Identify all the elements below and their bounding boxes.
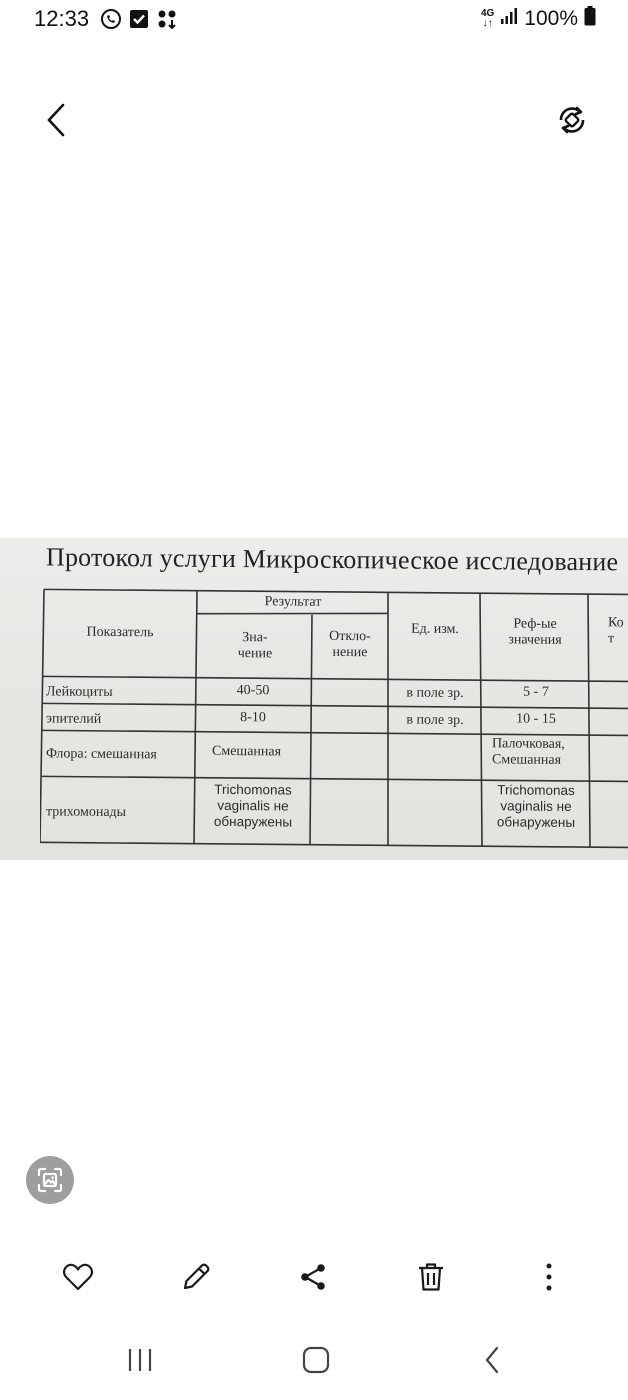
recents-icon	[126, 1347, 154, 1373]
more-vertical-icon	[544, 1262, 554, 1292]
share-button[interactable]	[288, 1252, 338, 1302]
row1-ref: 5 - 7	[523, 684, 549, 700]
row2-indicator: эпителий	[46, 711, 102, 727]
recents-button[interactable]	[110, 1330, 170, 1390]
document-photo[interactable]	[0, 538, 628, 860]
check-box-icon	[128, 8, 150, 30]
edit-button[interactable]	[171, 1252, 221, 1302]
row2-ref: 10 - 15	[516, 711, 556, 727]
header-unit: Ед. изм.	[411, 621, 459, 638]
row3-value: Смешанная	[212, 743, 282, 760]
row1-value: 40-50	[236, 683, 270, 699]
row4-value: Trichomonas vaginalis не обнаружены	[213, 781, 293, 830]
grid-download-icon	[156, 8, 178, 30]
nav-back-button[interactable]	[462, 1330, 522, 1390]
results-table	[40, 586, 628, 850]
row1-indicator: Лейкоциты	[46, 684, 113, 700]
more-options-button[interactable]	[524, 1252, 574, 1302]
header-ref: Реф-ые значения	[508, 616, 562, 648]
favorite-button[interactable]	[53, 1252, 103, 1302]
row2-value: 8-10	[240, 710, 266, 726]
row1-unit: в поле зр.	[406, 685, 464, 702]
chevron-left-icon	[44, 102, 68, 138]
image-scan-button[interactable]	[26, 1156, 74, 1204]
battery-icon	[584, 6, 596, 32]
auto-rotate-icon	[555, 103, 589, 137]
status-notification-icons	[100, 8, 178, 30]
header-result: Результат	[264, 594, 322, 610]
viber-icon	[100, 8, 122, 30]
header-deviation: Откло- нение	[329, 628, 371, 661]
home-icon	[301, 1345, 331, 1375]
signal-icon	[500, 7, 518, 31]
row2-unit: в поле зр.	[406, 712, 464, 729]
header-value: Зна- чение	[237, 630, 273, 662]
document	[0, 538, 628, 860]
image-scan-icon	[36, 1166, 64, 1194]
status-time: 12:33	[34, 6, 90, 31]
row3-ref: Палочковая, Смешанная	[492, 736, 565, 768]
share-icon	[298, 1262, 328, 1292]
back-icon	[482, 1345, 502, 1375]
document-title: Протокол услуги Микроскопическое исследование	[46, 542, 619, 577]
battery-percent: 100%	[524, 7, 578, 30]
heart-icon	[62, 1262, 94, 1292]
back-button[interactable]	[36, 100, 76, 140]
header-comment: Ко т	[608, 615, 624, 647]
header-indicator: Показатель	[86, 624, 154, 641]
action-bar	[0, 1252, 628, 1302]
row4-ref: Trichomonas vaginalis не обнаружены	[496, 782, 576, 831]
navigation-bar	[0, 1330, 628, 1390]
status-bar	[0, 0, 628, 42]
network-indicator: 4G ↓↑	[480, 8, 495, 29]
pencil-icon	[180, 1261, 212, 1293]
rotate-button[interactable]	[552, 100, 592, 140]
row3-indicator: Флора: смешанная	[46, 746, 157, 763]
row4-indicator: трихомонады	[46, 804, 127, 821]
status-right	[481, 6, 596, 32]
home-button[interactable]	[286, 1330, 346, 1390]
trash-icon	[416, 1261, 446, 1293]
delete-button[interactable]	[406, 1252, 456, 1302]
